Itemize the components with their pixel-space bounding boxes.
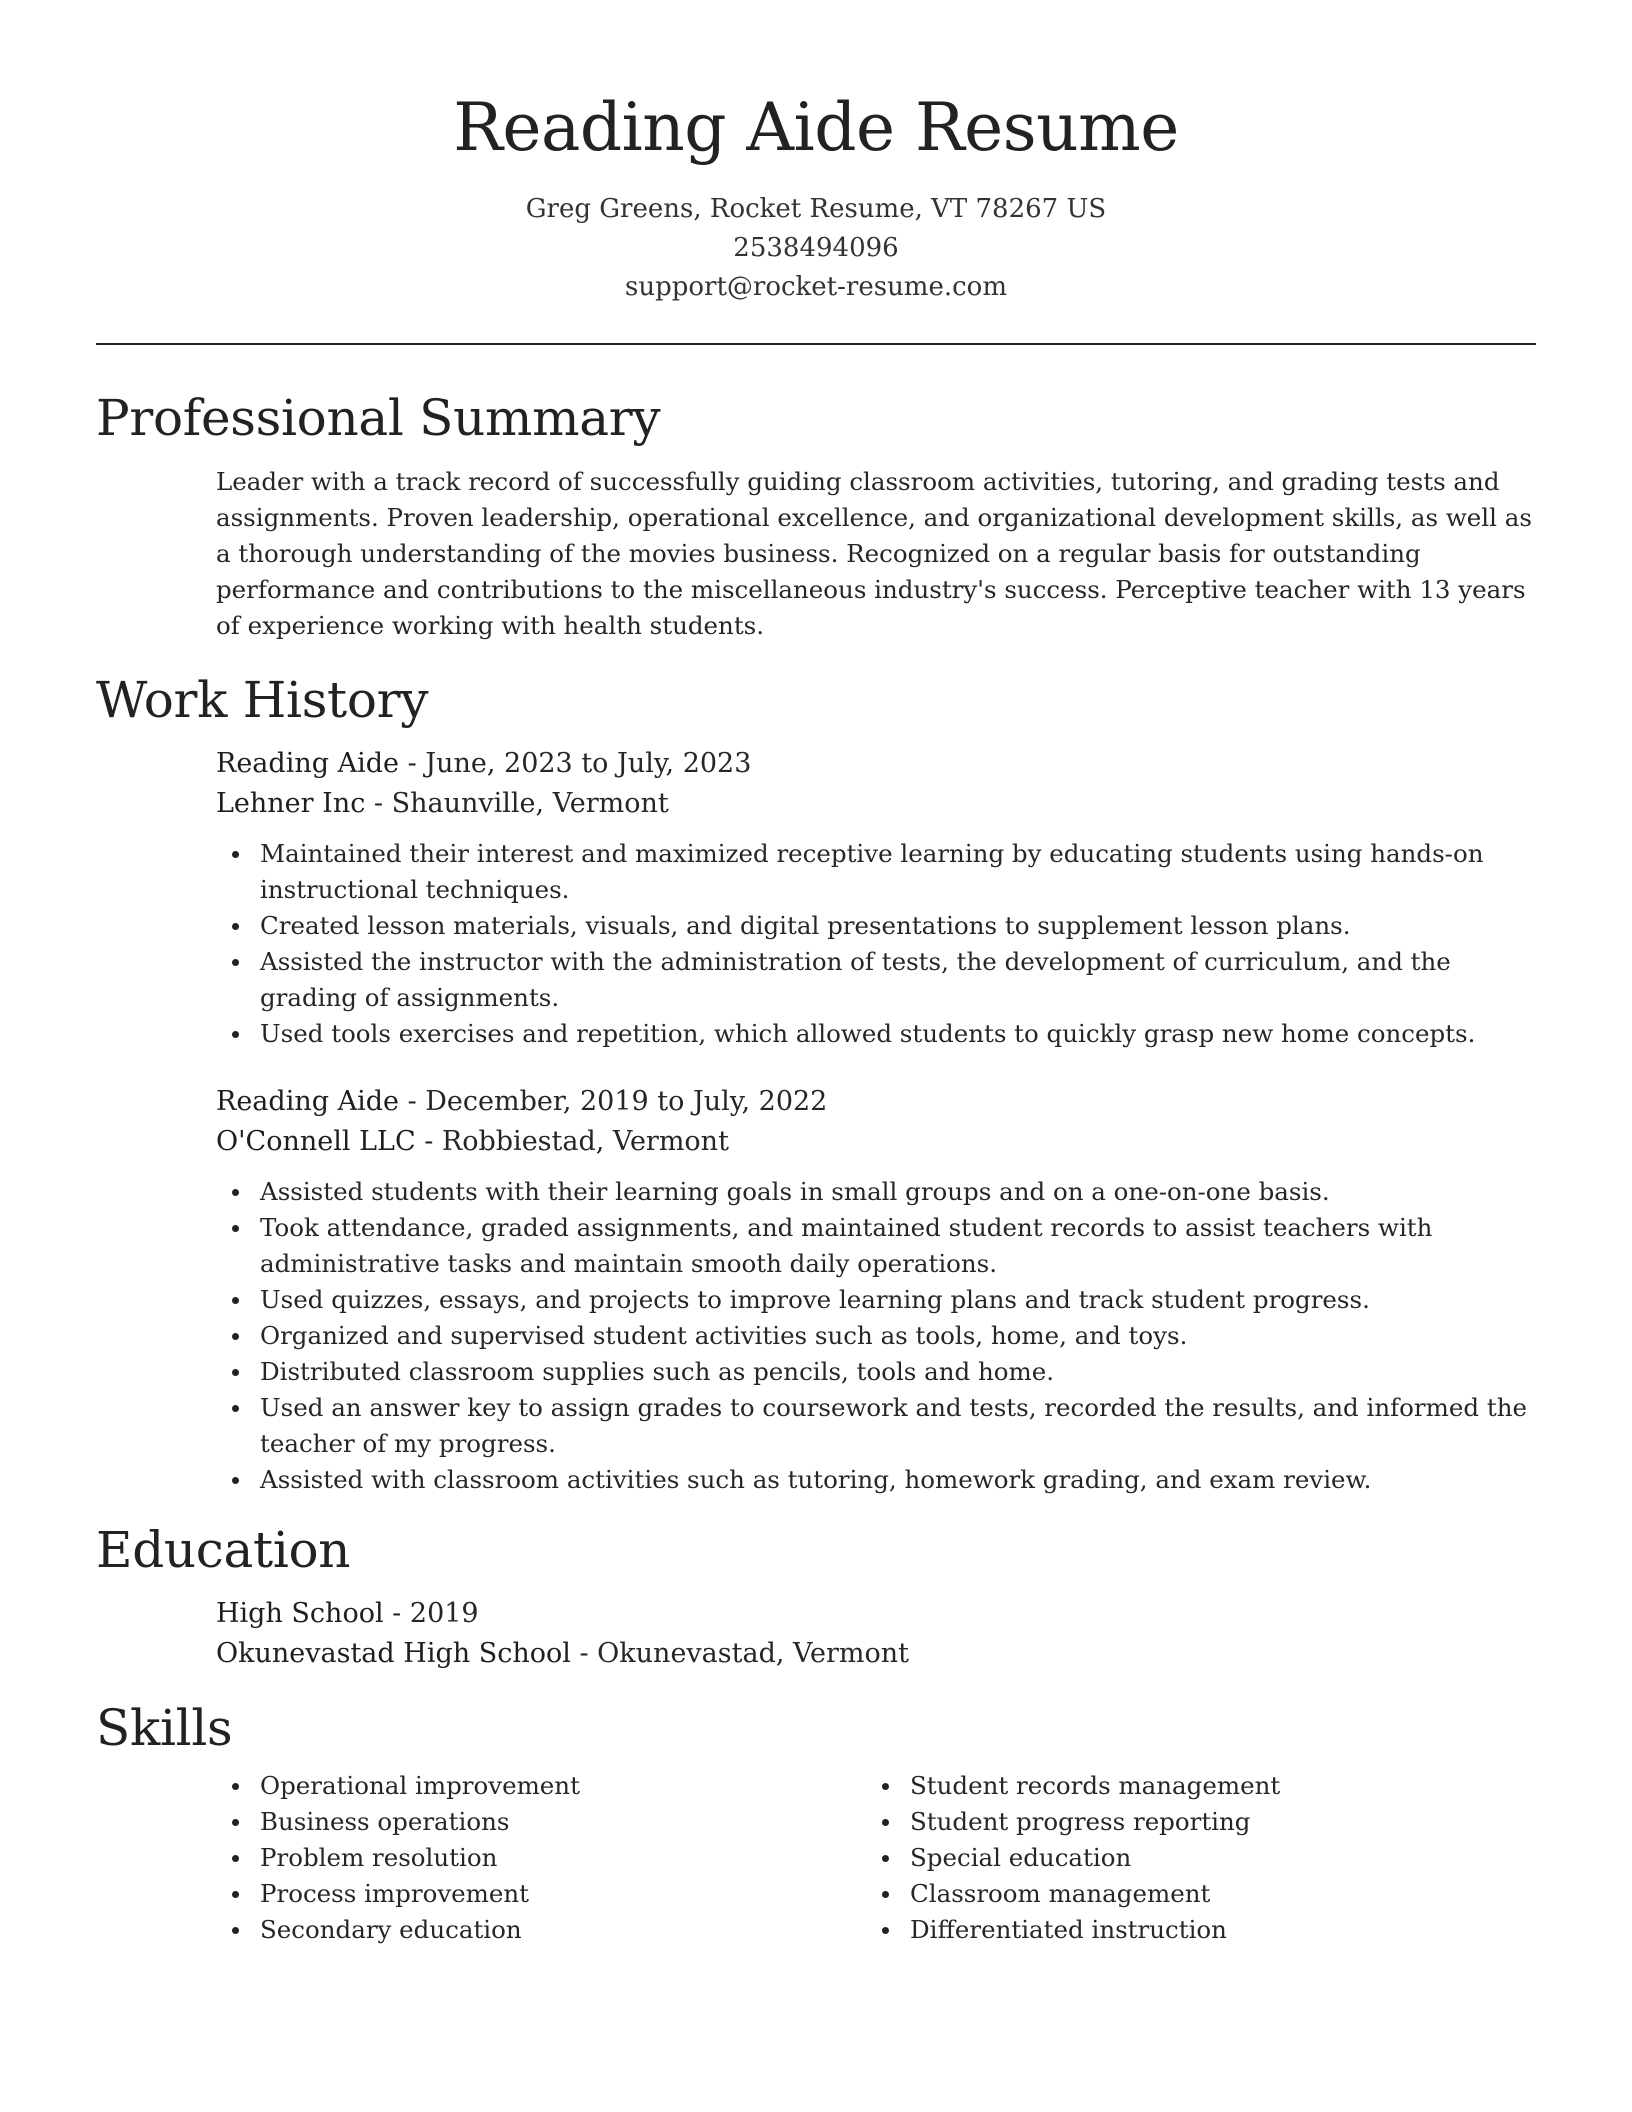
list-item: Maintained their interest and maximized receptive learning by educating students using hands-on instructional techniques. — [260, 836, 1536, 908]
contact-phone: 2538494096 — [733, 233, 899, 263]
skills-section — [96, 1698, 1536, 1948]
job-company: O'Connell LLC — [216, 1126, 416, 1157]
list-item: Student records management — [910, 1768, 1516, 1804]
skills-heading: Skills — [96, 1699, 233, 1757]
list-item: Assisted with classroom activities such as tutoring, homework grading, and exam review. — [260, 1462, 1536, 1498]
list-item: Student progress reporting — [910, 1804, 1516, 1840]
education-degree: High School — [216, 1598, 384, 1629]
job-location: Shaunville, Vermont — [391, 788, 669, 819]
summary-section — [96, 388, 1536, 644]
education-separator: - — [383, 1598, 410, 1629]
skills-column-left — [216, 1768, 866, 1948]
education-location: Okunevastad, Vermont — [597, 1638, 910, 1669]
job-duties-list — [216, 836, 1536, 1052]
list-item: Classroom management — [910, 1876, 1516, 1912]
job-duties-list — [216, 1174, 1536, 1498]
resume-header — [96, 0, 1536, 345]
education-heading: Education — [96, 1521, 351, 1579]
list-item: Used tools exercises and repetition, which allowed students to quickly grasp new home concepts. — [260, 1016, 1536, 1052]
job-company-line — [216, 784, 1536, 824]
list-item: Took attendance, graded assignments, and maintained student records to assist teachers with administrative tasks and maintain smooth daily operations. — [260, 1210, 1536, 1282]
work-history-section — [96, 670, 1536, 1498]
job-company-line — [216, 1122, 1536, 1162]
skills-column-right — [866, 1768, 1516, 1948]
job-entry — [216, 744, 1536, 1052]
job-title: Reading Aide — [216, 748, 399, 779]
job-separator: - — [415, 1126, 442, 1157]
job-separator: - — [398, 1086, 426, 1117]
job-dates: December, 2019 to July, 2022 — [425, 1086, 828, 1117]
list-item: Business operations — [260, 1804, 866, 1840]
list-item: Special education — [910, 1840, 1516, 1876]
job-title-line — [216, 1082, 1536, 1122]
skills-grid — [216, 1768, 1536, 1948]
list-item: Distributed classroom supplies such as pencils, tools and home. — [260, 1354, 1536, 1390]
list-item: Used quizzes, essays, and projects to improve learning plans and track student progress. — [260, 1282, 1536, 1318]
education-section — [96, 1520, 1536, 1674]
list-item: Assisted students with their learning goals in small groups and on a one-on-one basis. — [260, 1174, 1536, 1210]
resume-title: Reading Aide Resume — [453, 89, 1179, 166]
contact-email: support@rocket-resume.com — [624, 272, 1007, 302]
job-entry — [216, 1082, 1536, 1498]
job-title-line — [216, 744, 1536, 784]
education-separator: - — [570, 1638, 598, 1669]
job-dates: June, 2023 to July, 2023 — [425, 748, 752, 779]
list-item: Problem resolution — [260, 1840, 866, 1876]
list-item: Organized and supervised student activities such as tools, home, and toys. — [260, 1318, 1536, 1354]
list-item: Created lesson materials, visuals, and digital presentations to supplement lesson plans. — [260, 908, 1536, 944]
skills-list-right — [866, 1768, 1516, 1948]
education-body — [96, 1594, 1536, 1674]
job-title: Reading Aide — [216, 1086, 399, 1117]
list-item: Differentiated instruction — [910, 1912, 1516, 1948]
work-history-heading: Work History — [96, 671, 429, 729]
summary-body — [96, 464, 1536, 644]
contact-address: Greg Greens, Rocket Resume, VT 78267 US — [525, 194, 1107, 224]
list-item: Used an answer key to assign grades to coursework and tests, recorded the results, and informed the teacher of my progress. — [260, 1390, 1536, 1462]
education-degree-line — [216, 1594, 1536, 1634]
list-item: Process improvement — [260, 1876, 866, 1912]
job-separator: - — [398, 748, 426, 779]
list-item: Operational improvement — [260, 1768, 866, 1804]
job-location: Robbiestad, Vermont — [441, 1126, 729, 1157]
job-company: Lehner Inc — [216, 788, 366, 819]
education-school: Okunevastad High School — [216, 1638, 571, 1669]
education-year: 2019 — [409, 1598, 479, 1629]
work-history-body — [96, 744, 1536, 1498]
skills-body — [96, 1768, 1536, 1948]
list-item: Assisted the instructor with the administration of tests, the development of curriculum, and the grading of assignments. — [260, 944, 1536, 1016]
job-separator: - — [365, 788, 392, 819]
header-divider — [96, 343, 1536, 345]
contact-info — [96, 190, 1536, 307]
skills-list-left — [216, 1768, 866, 1948]
education-school-line — [216, 1634, 1536, 1674]
summary-text: Leader with a track record of successfully guiding classroom activities, tutoring, and grading tests and assignments. Proven leadership, operational excellence, and organizational development skills, as well as a thorough understanding of the movies business. Recognized on a regular basis for outstanding performance and contributions to the miscellaneous industry's success. Perceptive teacher with 13 years of experience working with health students. — [216, 467, 1532, 640]
list-item: Secondary education — [260, 1912, 866, 1948]
summary-heading: Professional Summary — [96, 389, 661, 447]
